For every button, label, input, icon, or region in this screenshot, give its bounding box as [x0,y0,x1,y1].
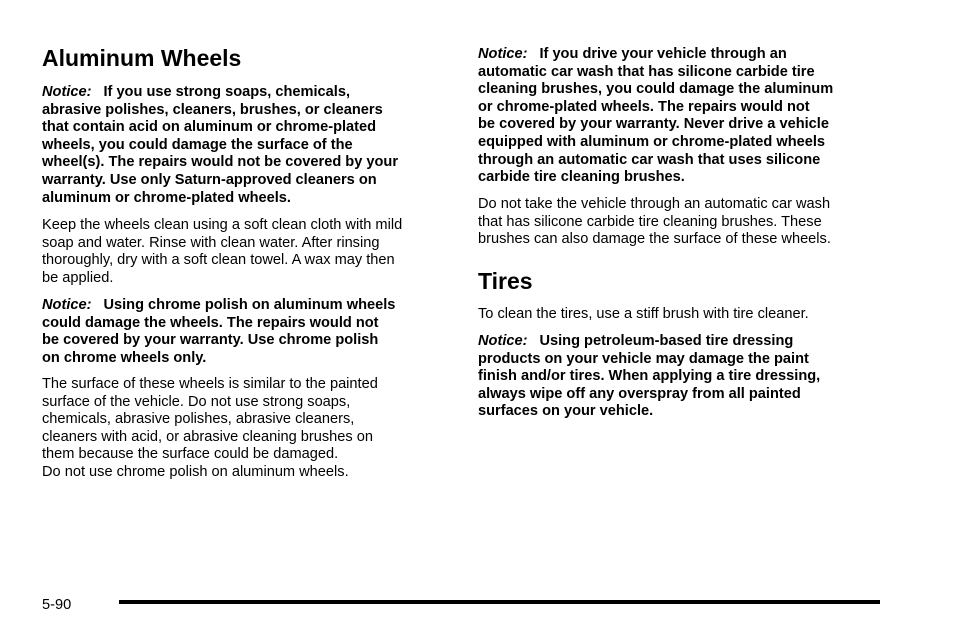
notice-label: Notice: [42,297,92,313]
page-number: 5-90 [42,597,72,613]
paragraph-surface-similar: The surface of these wheels is similar to the painted surface of the vehicle. Do not use strong soaps, chemicals, abrasive polishes, abrasive cleaners, cleaners with acid, or abrasive cleaning brushes on them because the surface could be damaged. Do not use chrome polish on aluminum wheels. [42,376,378,480]
notice-text: Using petroleum-based tire dressing products on your vehicle may damage the paint finish and/or tires. When applying a tire dressing, always wipe off any overspray from all painted surfaces on your vehicle. [478,333,821,420]
paragraph-car-wash-brushes: Do not take the vehicle through an automatic car wash that has silicone carbide tire cleaning brushes. These brushes can also damage the surface of these wheels. [478,196,831,248]
notice-label: Notice: [478,46,528,62]
heading-aluminum-wheels: Aluminum Wheels [42,45,242,71]
notice-chrome-polish [42,297,395,367]
paragraph-clean-tires: To clean the tires, use a stiff brush with tire cleaner. [478,306,809,322]
notice-tire-dressing [478,333,820,421]
heading-tires: Tires [478,268,533,294]
notice-label: Notice: [478,333,528,349]
notice-strong-soaps [42,84,398,207]
notice-text: Using chrome polish on aluminum wheels could damage the wheels. The repairs would not be covered by your warranty. Use chrome polish on chrome wheels only. [42,297,396,366]
notice-label: Notice: [42,84,92,100]
paragraph-keep-wheels-clean: Keep the wheels clean using a soft clean cloth with mild soap and water. Rinse with clean water. After rinsing thoroughly, dry with a soft clean towel. A wax may then be applied. [42,217,403,286]
notice-text: If you use strong soaps, chemicals, abrasive polishes, cleaners, brushes, or cleaners that contain acid on aluminum or chrome-plated wheels, you could damage the surface of the wheel(s). The repairs would not be covered by your warranty. Use only Saturn-approved cleaners on aluminum or chrome-plated wheels. [42,84,399,206]
footer-rule [119,600,880,604]
notice-car-wash [478,46,833,187]
notice-text: If you drive your vehicle through an automatic car wash that has silicone carbide tire cleaning brushes, you could damage the aluminum or chrome-plated wheels. The repairs would not be covered by your warranty. Never drive a vehicle equipped with aluminum or chrome-plated wheels through an automatic car wash that uses silicone carbide tire cleaning brushes. [478,46,834,186]
